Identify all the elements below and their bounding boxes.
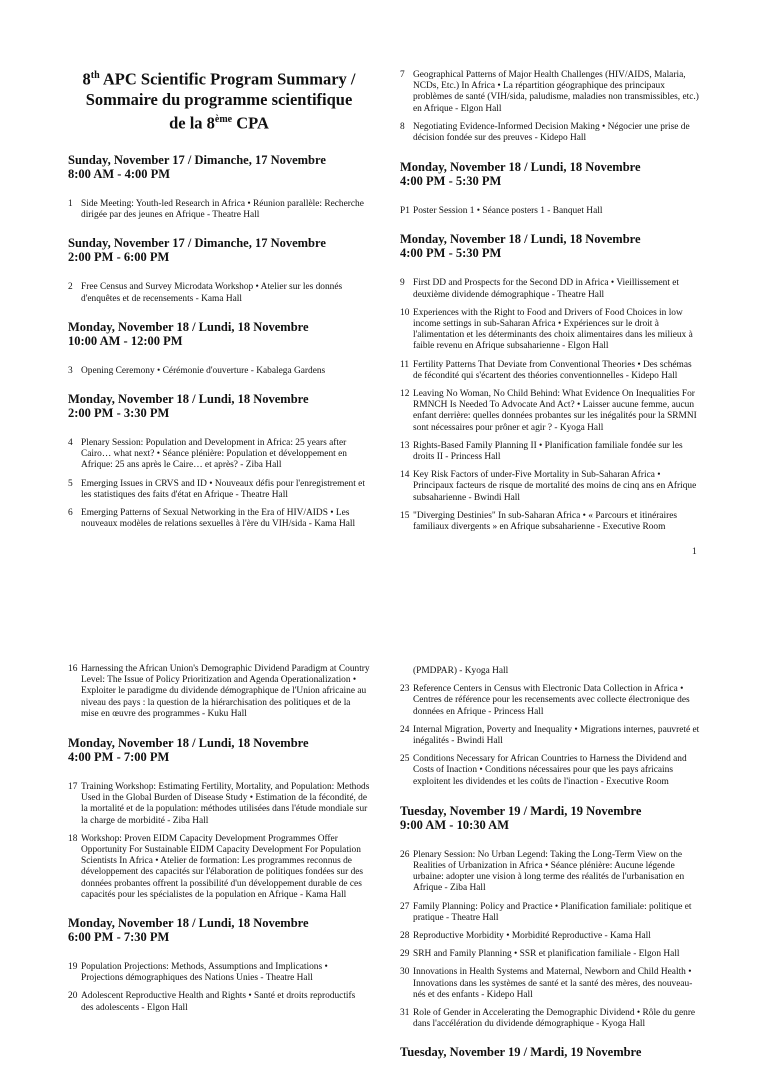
item-number: 19 [68,962,78,973]
page-2 [0,640,768,1060]
item-text: Free Census and Survey Microdata Workshop • Atelier sur les donnés d'enquêtes et de recensements - Kama Hall [81,282,343,304]
item-text: First DD and Prospects for the Second DD in Africa • Vieillissement et deuxième dividende démographique - Theatre Hall [413,278,680,300]
item-number: 7 [400,70,405,80]
program-item [400,441,700,463]
item-text: Negotiating Evidence-Informed Decision Making • Négocier une prise de décision fondée sur des preuves - Kidepo Hall [413,121,690,144]
item-number: 29 [400,949,410,960]
program-item [68,991,370,1013]
page-number: 1 [692,547,697,557]
item-text: Plenary Session: No Urban Legend: Taking the Long-Term View on the Realities of Urbanization in Africa • Séance plénière: Aucune légende urbaine: adopter une vision à long terme des réalités de l'urbanisation en Afrique - Ziba Hall [413,849,685,894]
item-text: "Diverging Destinies" In sub-Saharan Africa • « Parcours et itinéraires familiaux divergents » en Afrique subsaharienne - Executive Room [413,510,678,533]
session-date: Sunday, November 17 / Dimanche, 17 Novembre [68,236,326,251]
session-date: Monday, November 18 / Lundi, 18 Novembre [68,916,309,931]
session-heading-cutoff: Tuesday, November 19 / Mardi, 19 Novembre [400,1045,642,1060]
item-text: Innovations in Health Systems and Maternal, Newborn and Child Health • Innovations dans les systèmes de santé et la santé des mères, des nouveau-nés et des enfants - Kidepo Hall [413,967,693,1000]
session-heading [68,736,370,764]
program-item [400,308,700,353]
item-text: Reproductive Morbidity • Morbidité Reproductive - Kama Hall [413,931,651,942]
item-text: SRH and Family Planning • SSR et planification familiale - Elgon Hall [413,949,680,960]
item-text: Emerging Issues in CRVS and ID • Nouveaux défis pour l'enregistrement et les statistiques des faits d'état en Afrique - Theatre Hall [81,478,365,500]
program-item [400,122,700,144]
program-item [400,902,700,924]
item-text: (PMDPAR) - Kyoga Hall [413,666,509,676]
session-heading [68,153,370,181]
session-heading [68,916,370,944]
item-number: 18 [68,833,78,844]
session-time: 8:00 AM - 4:00 PM [68,167,171,181]
page-1-left-column [68,66,370,545]
session-time: 9:00 AM - 10:30 AM [400,817,510,832]
program-item [68,199,370,221]
item-number: 17 [68,782,78,793]
program-item [68,366,370,377]
item-number: 6 [68,508,73,519]
item-number: 14 [400,470,410,481]
item-number: 31 [400,1008,410,1019]
page-1-right-column [400,70,700,548]
item-number: 9 [400,278,405,289]
item-text: Emerging Patterns of Sexual Networking in the Era of HIV/AIDS • Les nouveaux modèles de relations sexuelles à l'ère du VIH/sida - Kama Hall [81,508,356,530]
program-item [68,438,370,472]
session-block [68,736,370,916]
session-block [400,160,700,232]
program-item [400,70,700,115]
session-block [68,153,370,236]
program-item [400,278,700,300]
program-item [68,962,370,984]
program-item [400,511,700,533]
session-time: 2:00 PM - 6:00 PM [68,250,170,265]
item-text: Leaving No Woman, No Child Behind: What Evidence On Inequalities For RMNCH Is Needed To Advocate And Act? • Laisser aucune femme, aucun enfant derrière: quelles données probantes sur les inégalités pour la SRMNI sont nécessaires pour prôner et agir ? - Kyoga Hall [413,389,697,433]
session-block [68,320,370,392]
session-date: Monday, November 18 / Lundi, 18 Novembre [68,319,309,334]
session-heading [400,804,700,832]
program-item [68,508,370,530]
item-number: 11 [400,359,410,370]
program-item [400,949,700,960]
item-text: Internal Migration, Poverty and Inequality • Migrations internes, pauvreté et inégalités - Bwindi Hall [413,724,700,747]
item-text: Population Projections: Methods, Assumptions and Implications • Projections démographiques des Nations Unies - Theatre Hall [81,962,328,984]
session-block [400,232,700,548]
item-text: Reference Centers in Census with Electronic Data Collection in Africa • Centres de référence pour les recensements avec collecte électronique des données en Afrique - Princess Hall [413,684,690,717]
session-date: Monday, November 18 / Lundi, 18 Novembre [400,160,641,175]
item-text: Opening Ceremony • Cérémonie d'ouverture - Kabalega Gardens [81,365,326,376]
item-text: Conditions Necessary for African Countries to Harness the Dividend and Costs of Inaction • Conditions nécessaires pour que les pays africains exploitent les dividendes et les coûts de l'inaction - Executive Room [413,754,687,787]
program-item [68,782,370,827]
item-text: Key Risk Factors of under-Five Mortality in Sub-Saharan Africa • Principaux facteurs de risque de mortalité des moins de cinq ans en Afrique subsaharienne - Bwindi Hall [413,470,697,503]
item-number: 3 [68,365,73,376]
session-date: Monday, November 18 / Lundi, 18 Novembre [400,232,641,247]
session-time: 10:00 AM - 12:00 PM [68,333,183,348]
item-number: 20 [68,991,78,1002]
session-block [68,916,370,1029]
item-number: 2 [68,282,73,293]
item-text: Training Workshop: Estimating Fertility, Mortality, and Population: Methods Used in the Global Burden of Disease Study • Estimation de la fécondité, de la mortalité et de la population: méthodes utilisées dans l'étude mondiale sur la charge de morbidité - Ziba Hall [81,782,370,826]
session-date: Sunday, November 17 / Dimanche, 17 Novembre [68,153,326,167]
item-number: 4 [68,438,73,449]
page-2-right-column [400,666,700,1077]
item-number: 5 [68,478,73,489]
session-block [68,392,370,545]
item-text: Adolescent Reproductive Health and Rights • Santé et droits reproductifs des adolescents - Elgon Hall [81,991,356,1013]
program-item [400,967,700,1001]
session-block [68,236,370,319]
item-text: Family Planning: Policy and Practice • Planification familiale: politique et pratique - Theatre Hall [413,901,692,923]
program-item [400,389,700,434]
item-number [400,666,413,677]
session-date: Tuesday, November 19 / Mardi, 19 Novembre [400,803,642,818]
session-heading [400,232,700,260]
session-heading [68,392,370,420]
session-time: 4:00 PM - 5:30 PM [400,246,502,261]
program-item [400,1008,700,1030]
item-text: Fertility Patterns That Deviate from Conventional Theories • Des schémas de fécondité qui s'écartent des théories conventionnelles - Kidepo Hall [413,359,692,381]
item-number: P1 [400,206,410,217]
item-text: Geographical Patterns of Major Health Challenges (HIV/AIDS, Malaria, NCDs, Etc.) In Africa • La répartition géographique des principaux problèmes de santé (VIH/sida, paludisme, maladies non transmissibles, etc.) en Afrique - Elgon Hall [413,70,699,114]
session-date: Monday, November 18 / Lundi, 18 Novembre [68,736,309,751]
session-date: Monday, November 18 / Lundi, 18 Novembre [68,392,309,407]
item-number: 24 [400,724,410,735]
session-heading [68,236,370,264]
item-number: 26 [400,849,410,860]
item-number: 16 [68,664,78,674]
document-title: 8th APC Scientific Program Summary / Sommaire du programme scientifique de la 8ème CPA [82,69,356,132]
session-time: 4:00 PM - 5:30 PM [400,174,502,189]
program-item [68,664,370,720]
item-number: 10 [400,307,410,318]
item-text: Workshop: Proven EIDM Capacity Development Programmes Offer Opportunity For Sustainable EIDM Capacity Development For Population Scientists In Africa • Atelier de formation: Les programmes reconnus de développement des capacités sur l'élaboration de politiques fondées sur des données probantes offrent la possibilité d'un développement durable de ces capacités pour les spécialistes de la population en Afrique - Kama Hall [81,833,364,900]
item-text: Rights-Based Family Planning II • Planification familiale fondée sur les droits II - Princess Hall [413,440,683,463]
program-item [400,931,700,942]
item-text: Plenary Session: Population and Development in Africa: 25 years after Cairo… what next? • Séance plénière: Population et développement en Afrique: 25 ans après le Caire… et après? - Ziba Hall [81,438,347,471]
program-item [400,725,700,747]
program-item [68,834,370,901]
item-text: Experiences with the Right to Food and Drivers of Food Choices in low income settings in sub-Saharan Africa • Expériences sur le droit à l'alimentation et les déterminants des choix alimentaires dans les milieux à faible revenu en Afrique subsaharienne - Elgon Hall [413,307,693,352]
session-time: 6:00 PM - 7:30 PM [68,930,170,945]
program-item [400,360,700,382]
program-item [400,684,700,718]
program-item [400,850,700,895]
program-item [68,479,370,501]
item-text: Side Meeting: Youth-led Research in Africa • Réunion parallèle: Recherche dirigée par des jeunes en Afrique - Theatre Hall [81,199,364,221]
page-2-left-column [68,664,370,1029]
program-item [400,666,700,677]
session-heading [68,320,370,348]
program-item [400,470,700,504]
item-number: 12 [400,389,410,400]
session-time: 4:00 PM - 7:00 PM [68,750,170,765]
item-text: Poster Session 1 • Séance posters 1 - Banquet Hall [413,206,603,217]
program-item [68,282,370,304]
item-number: 27 [400,901,410,912]
item-number: 13 [400,440,410,451]
item-text: Role of Gender in Accelerating the Demographic Dividend • Rôle du genre dans l'accélération du dividende démographique - Kyoga Hall [413,1008,696,1030]
session-block [400,804,700,1046]
item-number: 23 [400,684,410,695]
session-time: 2:00 PM - 3:30 PM [68,406,170,421]
item-number: 30 [400,967,410,978]
session-heading [400,160,700,188]
item-number: 1 [68,199,73,209]
item-number: 8 [400,121,405,132]
item-number: 15 [400,510,410,521]
item-number: 25 [400,754,410,765]
program-item [400,206,700,217]
item-number: 28 [400,931,410,942]
item-text: Harnessing the African Union's Demographic Dividend Paradigm at Country Level: The Issue of Policy Prioritization and Agenda Operationalization • Exploiter le paradigme du dividende démographique de l'Union africaine au niveau des pays : la question de la hiérarchisation des politiques et de la mise en œuvre des programmes - Kuku Hall [81,664,370,719]
program-item [400,754,700,788]
